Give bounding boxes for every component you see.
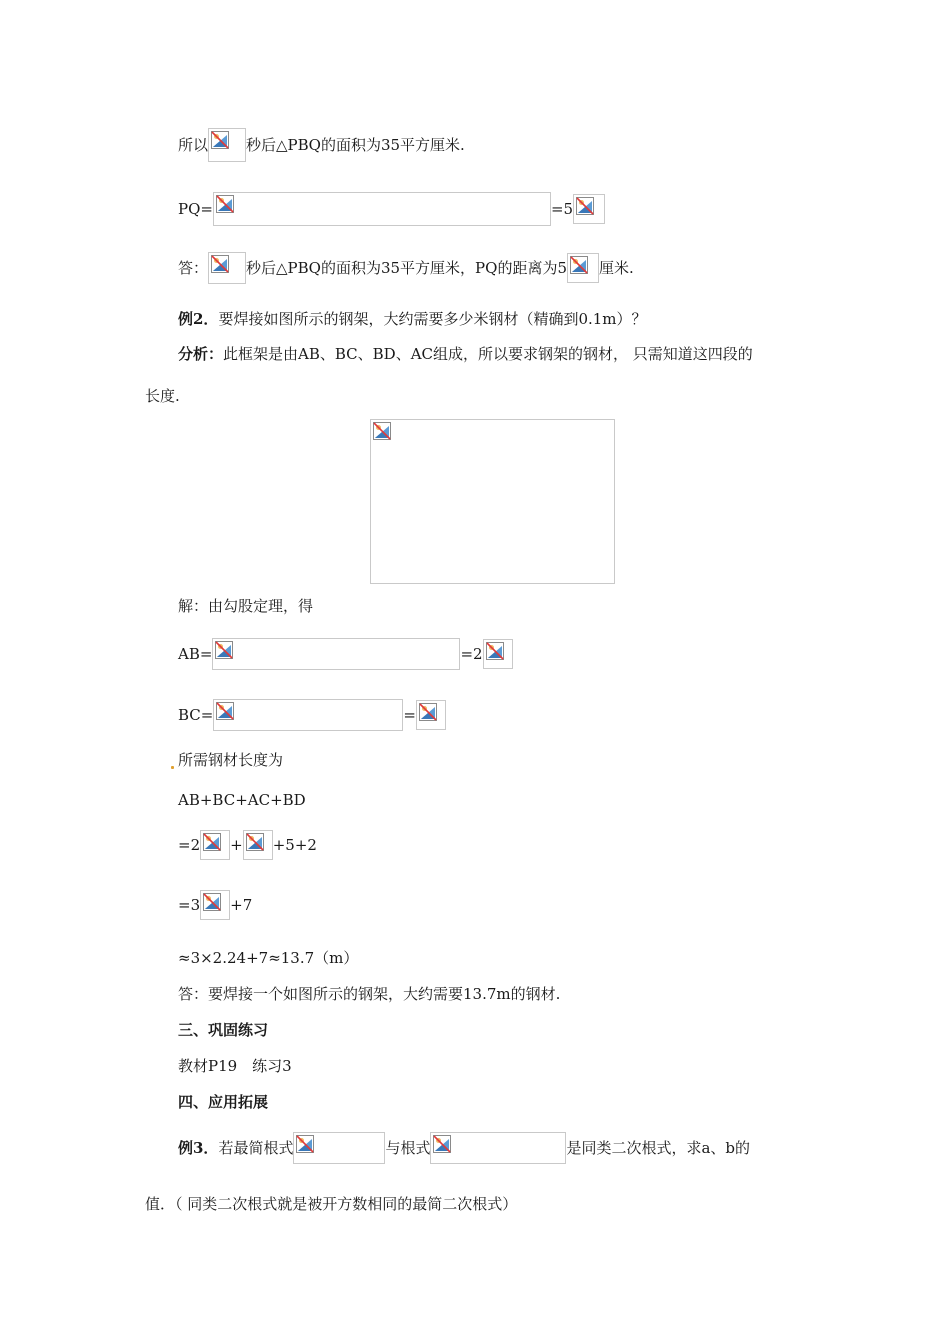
broken-image-icon [211,255,229,273]
formula-image [213,192,551,226]
line-answer-1 [178,252,634,284]
text: 若最简根式 [218,1139,294,1157]
text: AB= [178,645,213,663]
text: 厘米. [599,259,634,277]
broken-image-icon [246,833,264,851]
example-label: 例2． [178,310,219,328]
broken-image-icon [216,702,234,720]
broken-image-icon [486,642,504,660]
example-3-cont [145,1194,517,1214]
text: BC= [178,706,214,724]
text: 所以 [178,136,209,154]
broken-image-icon [570,256,588,274]
formula-image [293,1132,385,1164]
text: =3 [178,896,201,914]
text: 解：由勾股定理，得 [178,597,314,615]
text: = [403,706,416,724]
formula-image [567,253,599,283]
broken-image-icon [576,197,594,215]
formula-image [213,699,403,731]
example-label: 例3． [178,1139,219,1157]
section-4-heading [178,1092,268,1112]
text: +7 [230,896,253,914]
analysis-cont [145,386,180,406]
answer-2 [178,984,560,1004]
text: ≈3×2.24+7≈13.7（m） [178,949,359,967]
figure-image [370,419,615,584]
section-3-heading [178,1020,268,1040]
text: +5+2 [272,836,317,854]
broken-image-icon [211,131,229,149]
formula-image [212,638,460,670]
analysis [178,344,753,364]
formula-image [416,700,446,730]
text: 此框架是由AB、BC、BD、AC组成，所以要求钢架的钢材， 只需知道这四段的 [223,345,753,363]
text: AB+BC+AC+BD [178,791,306,809]
text: 答： [178,259,209,277]
heading: 四、应用拓展 [178,1093,269,1111]
formula-image [208,128,246,162]
text: 要焊接如图所示的钢架，大约需要多少米钢材（精确到0.1m）？ [218,310,647,328]
heading: 三、巩固练习 [178,1021,269,1039]
line-ab [178,638,513,670]
broken-image-icon [296,1135,314,1153]
text: =2 [178,836,201,854]
line-pq [178,192,605,226]
text: 秒后△PBQ的面积为35平方厘米，PQ的距离为5 [246,259,567,277]
formula-image [200,830,230,860]
line-step-1 [178,830,317,860]
line-step-2 [178,890,252,920]
line-bc [178,699,446,731]
broken-image-icon [433,1135,451,1153]
marker-dot [171,766,174,769]
broken-image-icon [216,195,234,213]
formula-image [200,890,230,920]
text: 所需钢材长度为 [178,751,284,769]
broken-image-icon [203,833,221,851]
line-approx [178,948,358,968]
text: 秒后△PBQ的面积为35平方厘米. [246,136,465,154]
broken-image-icon [419,703,437,721]
text: 答：要焊接一个如图所示的钢架，大约需要13.7m的钢材. [178,985,561,1003]
formula-image [243,830,273,860]
example-3 [178,1132,750,1164]
text: PQ= [178,200,213,218]
formula-image [573,194,605,224]
analysis-label: 分析： [178,345,224,363]
formula-image [483,639,513,669]
example-2 [178,309,647,329]
text: + [230,836,243,854]
broken-image-icon [215,641,233,659]
textbook-ref [178,1056,292,1076]
line-need [178,750,283,770]
line-sum [178,790,306,810]
solution [178,596,313,616]
text: 是同类二次根式，求a、b的 [566,1139,751,1157]
text: 教材P19 练习3 [178,1057,292,1075]
text: 值．（ 同类二次根式就是被开方数相同的最简二次根式） [145,1195,518,1213]
broken-image-icon [203,893,221,911]
text: 与根式 [385,1139,431,1157]
formula-image [208,252,246,284]
line-1 [178,128,465,162]
text: =2 [460,645,483,663]
text: 长度. [145,387,180,405]
broken-image-icon [373,422,391,440]
formula-image [430,1132,566,1164]
text: =5 [550,200,574,218]
